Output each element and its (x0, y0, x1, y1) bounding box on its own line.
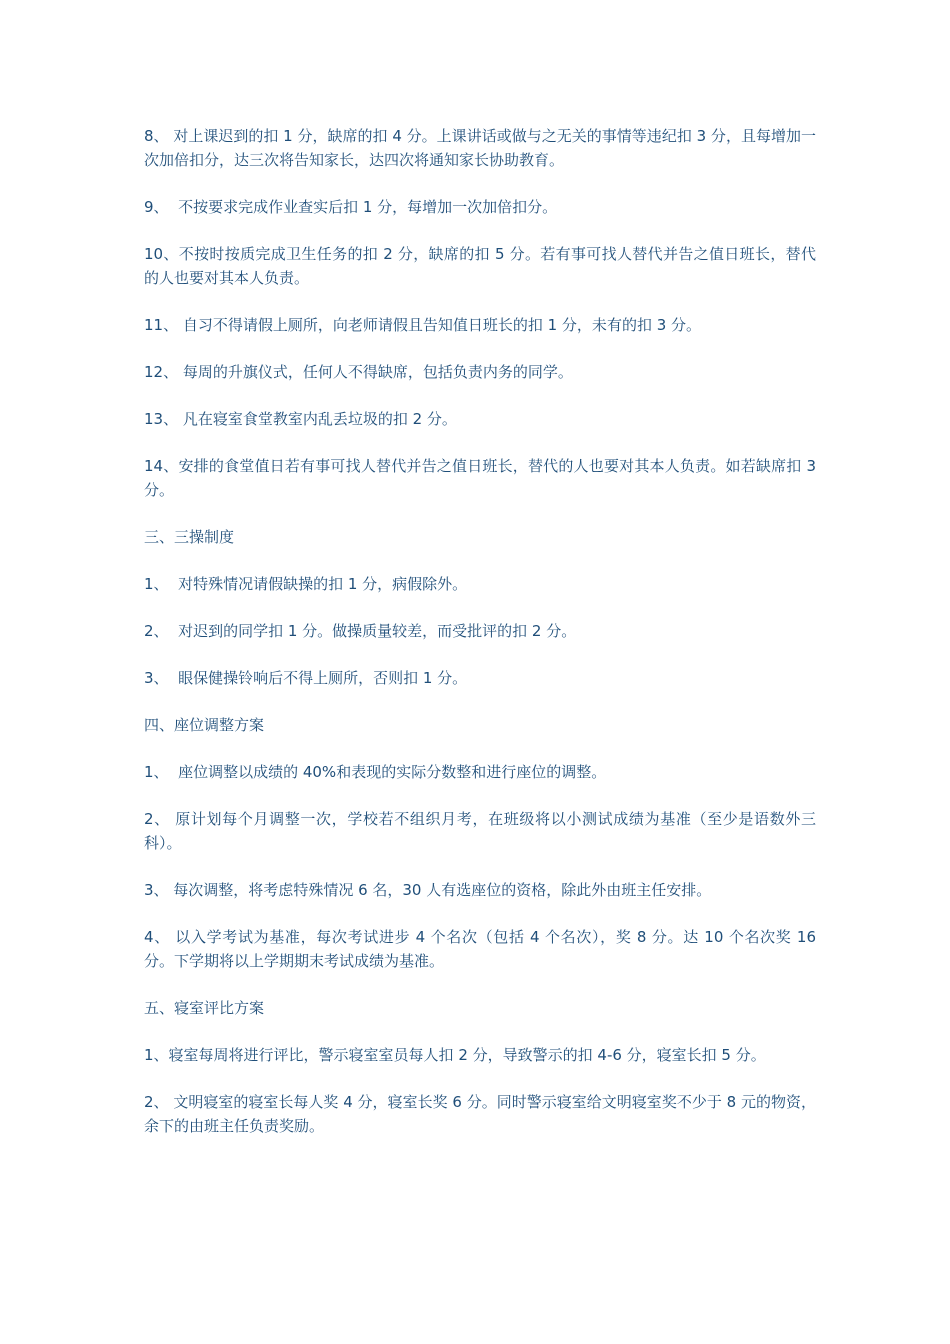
seating-rule-3: 3、 每次调整，将考虑特殊情况 6 名，30 人有选座位的资格，除此外由班主任安排。 (144, 881, 712, 899)
exercise-rule-2: 2、 对迟到的同学扣 1 分。做操质量较差，而受批评的扣 2 分。 (144, 622, 577, 640)
rule-8: 8、 对上课迟到的扣 1 分，缺席的扣 4 分。上课讲话或做与之无关的事情等违纪扣 3 分，且每增加一次加倍扣分，达三次将告知家长，达四次将通知家长协助教育。 (144, 127, 816, 169)
document-page (144, 124, 821, 1161)
section-heading-exercise: 三、三操制度 (144, 528, 235, 546)
exercise-rule-1: 1、 对特殊情况请假缺操的扣 1 分，病假除外。 (144, 575, 468, 593)
rule-13: 13、 凡在寝室食堂教室内乱丢垃圾的扣 2 分。 (144, 410, 457, 428)
rule-11: 11、 自习不得请假上厕所，向老师请假且告知值日班长的扣 1 分，未有的扣 3 分。 (144, 316, 702, 334)
section-heading-seating: 四、座位调整方案 (144, 716, 265, 734)
dorm-rule-1: 1、寝室每周将进行评比，警示寝室室员每人扣 2 分，导致警示的扣 4-6 分，寝室长扣 5 分。 (144, 1046, 766, 1064)
seating-rule-4: 4、 以入学考试为基准，每次考试进步 4 个名次（包括 4 个名次），奖 8 分。达 10 个名次奖 16 分。下学期将以上学期期末考试成绩为基准。 (144, 928, 821, 970)
dorm-rule-2: 2、 文明寝室的寝室长每人奖 4 分，寝室长奖 6 分。同时警示寝室给文明寝室奖不少于 8 元的物资，余下的由班主任负责奖励。 (144, 1093, 816, 1135)
rule-12: 12、 每周的升旗仪式，任何人不得缺席，包括负责内务的同学。 (144, 363, 573, 381)
seating-rule-1: 1、 座位调整以成绩的 40%和表现的实际分数整和进行座位的调整。 (144, 763, 607, 781)
section-heading-dorm: 五、寝室评比方案 (144, 999, 265, 1017)
exercise-rule-3: 3、 眼保健操铃响后不得上厕所，否则扣 1 分。 (144, 669, 468, 687)
seating-rule-2: 2、 原计划每个月调整一次，学校若不组织月考，在班级将以小测试成绩为基准（至少是语数外三科）。 (144, 810, 816, 852)
rule-9: 9、 不按要求完成作业查实后扣 1 分，每增加一次加倍扣分。 (144, 198, 558, 216)
rule-14: 14、安排的食堂值日若有事可找人替代并告之值日班长，替代的人也要对其本人负责。如若缺席扣 3 分。 (144, 457, 821, 499)
rule-10: 10、不按时按质完成卫生任务的扣 2 分，缺席的扣 5 分。若有事可找人替代并告之值日班长，替代的人也要对其本人负责。 (144, 245, 816, 287)
